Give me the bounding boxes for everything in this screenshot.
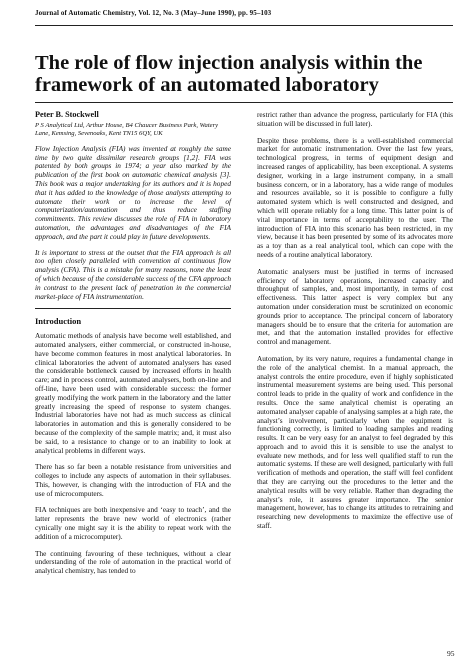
body-paragraph: There has so far been a notable resistance from universities and colleges to include any aspects of automation in their syllabuses. This, however, is changing with the introduction of FIA and the use of microcomputers. bbox=[35, 462, 231, 498]
right-column bbox=[257, 111, 453, 539]
abstract-paragraph: It is important to stress at the outset that the FIA approach is all too often closely paralleled with convention al continuous flow analysis (CFA). This is a mistake for many reasons, none the least of which because of the considerable success of the CFA approach in contrast to the present lack of penetration in the commercial market-place of FIA instrumentation. bbox=[35, 247, 231, 301]
author-affiliation: P S Analytical Ltd, Arthur House, B4 Chaucer Business Park, Watery Lane, Kemsing, Sevenoaks, Kent TN15 6QY, UK bbox=[35, 121, 219, 137]
author-name: Peter B. Stockwell bbox=[35, 110, 99, 119]
body-paragraph: The continuing favouring of these techniques, without a clear understanding of the role of automation in the practical world of analytical chemistry, has tended to bbox=[35, 548, 231, 576]
body-paragraph: restrict rather than advance the progress, particularly for FIA (this situation will be discussed in full later). bbox=[257, 110, 453, 128]
body-paragraph: Despite these problems, there is a well-established commercial market for automatic instrumentation. Over the last few years, technological progress, in terms of equipment design and increased ranges of applicability, has been exceptional. A systems designer, working in a large instrument company, in a small business concern, or in a laboratory, has a wide range of modules and resources available, so it is possible to configure a fully automated system which is well constructed and designed, and which will operate reliably for a long time. This latter point is of vital importance in terms of acceptability to the user. The introduction of FIA into this scenario has been restricted, in my view, because it has been presented by some of its advocates more as a toy than as a real analytical tool, which can cope with the needs of a routine analytical laboratory. bbox=[257, 135, 453, 259]
title-rule bbox=[35, 102, 453, 103]
abstract-paragraph: Flow Injection Analysis (FIA) was invented at roughly the same time by two quite dissimilar research groups [1,2]. FIA was patented by both groups in 1974; a year also marked by the publication of the first book on automatic chemical analysis [3]. This book was a major undertaking for its authors and it is hoped that it has added to the knowledge of those analysts attempting to automate their work or to increase the level of computerization/automation and thus reduce staffing commitments. This review discusses the role of FIA in laboratory automation, the advantages and disadvantages of the FIA approach, and the part it could play in future developments. bbox=[35, 143, 231, 241]
header-rule bbox=[35, 25, 453, 26]
body-paragraph: Automation, by its very nature, requires a fundamental change in the role of the analytical chemist. In a manual approach, the analyst controls the entire procedure, even if highly sophisticated instrumental measurement systems are being used. This personal control leads to pride in the quality of work and confidence in the results. Once the same analytical chemist is operating an automated analyser capable of analysing samples at a high rate, the analyst’s involvement, particularly when the equipment is functioning correctly, is limited to loading samples and reading results. It can be very easy for an analyst to feel degraded by this approach and to avoid this it is sensible to use the analyst to evaluate new methods, and for less well qualified staff to run the automatic systems. If these are well designed, particularly with full verification of methods and operation, the staff will feel confident that they are carrying out the procedures to the letter and the analytical results will be very reliable. Rather than degrading the analyst’s role, it assures greater importance. The senior management, however, has to change its attitudes to retraining and researching new developments to maximize the effective use of staff. bbox=[257, 353, 453, 531]
page-number: 95 bbox=[447, 649, 455, 658]
body-paragraph: Automatic methods of analysis have become well established, and automated analysers, either commercial, or constructed in-house, have become common features in most analytical laboratories. In clinical laboratories the advent of automated analysers has eased the considerable bottleneck caused by increased efforts in health care; and in process control, automated analysers, both on-line and off-line, have been used with considerable success: the former greatly modifying the work pattern in the laboratory and the latter greatly increasing the speed of response to system changes. Industrial laboratories have not had as much success as clinical laboratories in automation and this is generally considered to be because of the complexity of the sample matrix; and, it must also be said, to a resistance to change or to an inability to look at analytical problems in different ways. bbox=[35, 331, 231, 455]
left-column bbox=[35, 111, 231, 584]
abstract-rule bbox=[35, 308, 231, 309]
body-paragraph: FIA techniques are both inexpensive and ‘easy to teach’, and the latter represents the brave new world of electronics (rather cynically one might say it is the ability to repeat work with the addition of a microcomputer). bbox=[35, 505, 231, 541]
abstract bbox=[35, 145, 231, 302]
article-title: The role of flow injection analysis within the framework of an automated laboratory bbox=[35, 52, 423, 96]
section-heading-introduction: Introduction bbox=[35, 316, 82, 327]
body-paragraph: Automatic analysers must be justified in terms of increased efficiency of laboratory operations, increased capacity and throughput of samples, and, most importantly, in terms of cost effectiveness. This latter aspect is very complex but any automation under consideration must be scrutinized on economic grounds prior to acceptance. The principal concern of laboratory managers should be to ensure that the criteria for automation are met, and that the automation installed provides for effective control and management. bbox=[257, 266, 453, 347]
journal-citation: Journal of Automatic Chemistry, Vol. 12, No. 3 (May–June 1990), pp. 95–103 bbox=[35, 9, 272, 17]
